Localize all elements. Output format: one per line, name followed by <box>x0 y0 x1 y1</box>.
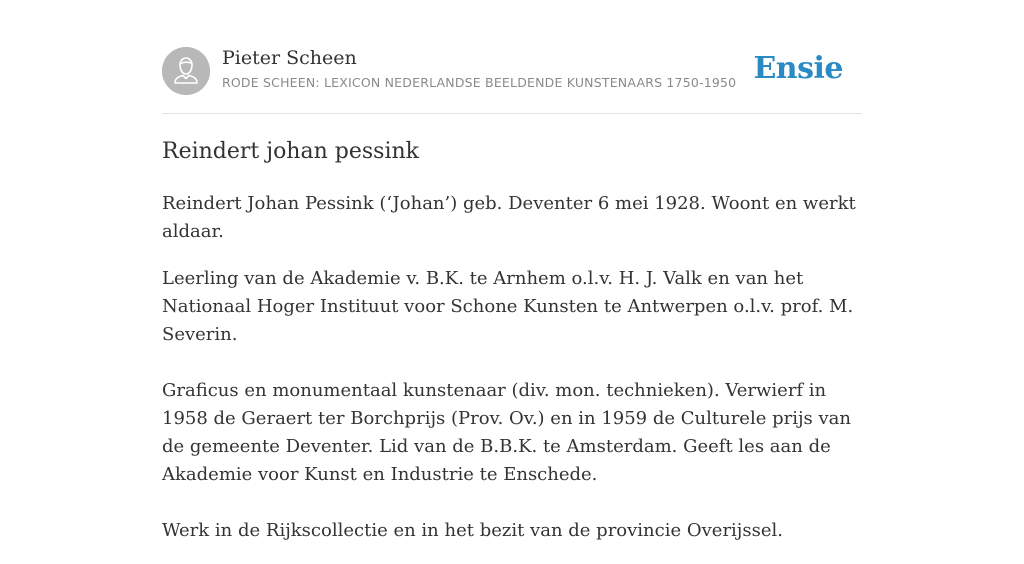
user-icon <box>162 47 210 95</box>
paragraph-3: Graficus en monumentaal kunstenaar (div. mon. technieken). Verwierf in 1958 de Geraert ter Borchprijs (Prov. Ov.) en in 1959 de Culturele prijs van de gemeente Deventer. Lid van de B.B.K. te Amsterdam. Geeft les aan de Akademie voor Kunst en Industrie te Enschede. <box>162 380 852 485</box>
article-header <box>162 0 862 114</box>
article-body <box>162 190 862 564</box>
paragraph-1: Reindert Johan Pessink (‘Johan’) geb. Deventer 6 mei 1928. Woont en werkt aldaar. <box>162 193 856 242</box>
ensie-logo[interactable]: Ensie <box>753 51 843 86</box>
content-column <box>162 0 862 541</box>
article-title: Reindert johan pessink <box>162 139 419 164</box>
paragraph-4: Werk in de Rijkscollectie en in het bezit van de provincie Overijssel. <box>162 520 783 541</box>
source-name[interactable]: RODE SCHEEN: LEXICON NEDERLANDSE BEELDENDE KUNSTENAARS 1750-1950 <box>222 75 737 90</box>
author-avatar[interactable] <box>162 47 210 95</box>
author-name[interactable]: Pieter Scheen <box>222 47 357 69</box>
paragraph-2: Leerling van de Akademie v. B.K. te Arnhem o.l.v. H. J. Valk en van het Nationaal Hoger Instituut voor Schone Kunsten te Antwerpen o.l.v. prof. M. Severin. <box>162 268 854 345</box>
